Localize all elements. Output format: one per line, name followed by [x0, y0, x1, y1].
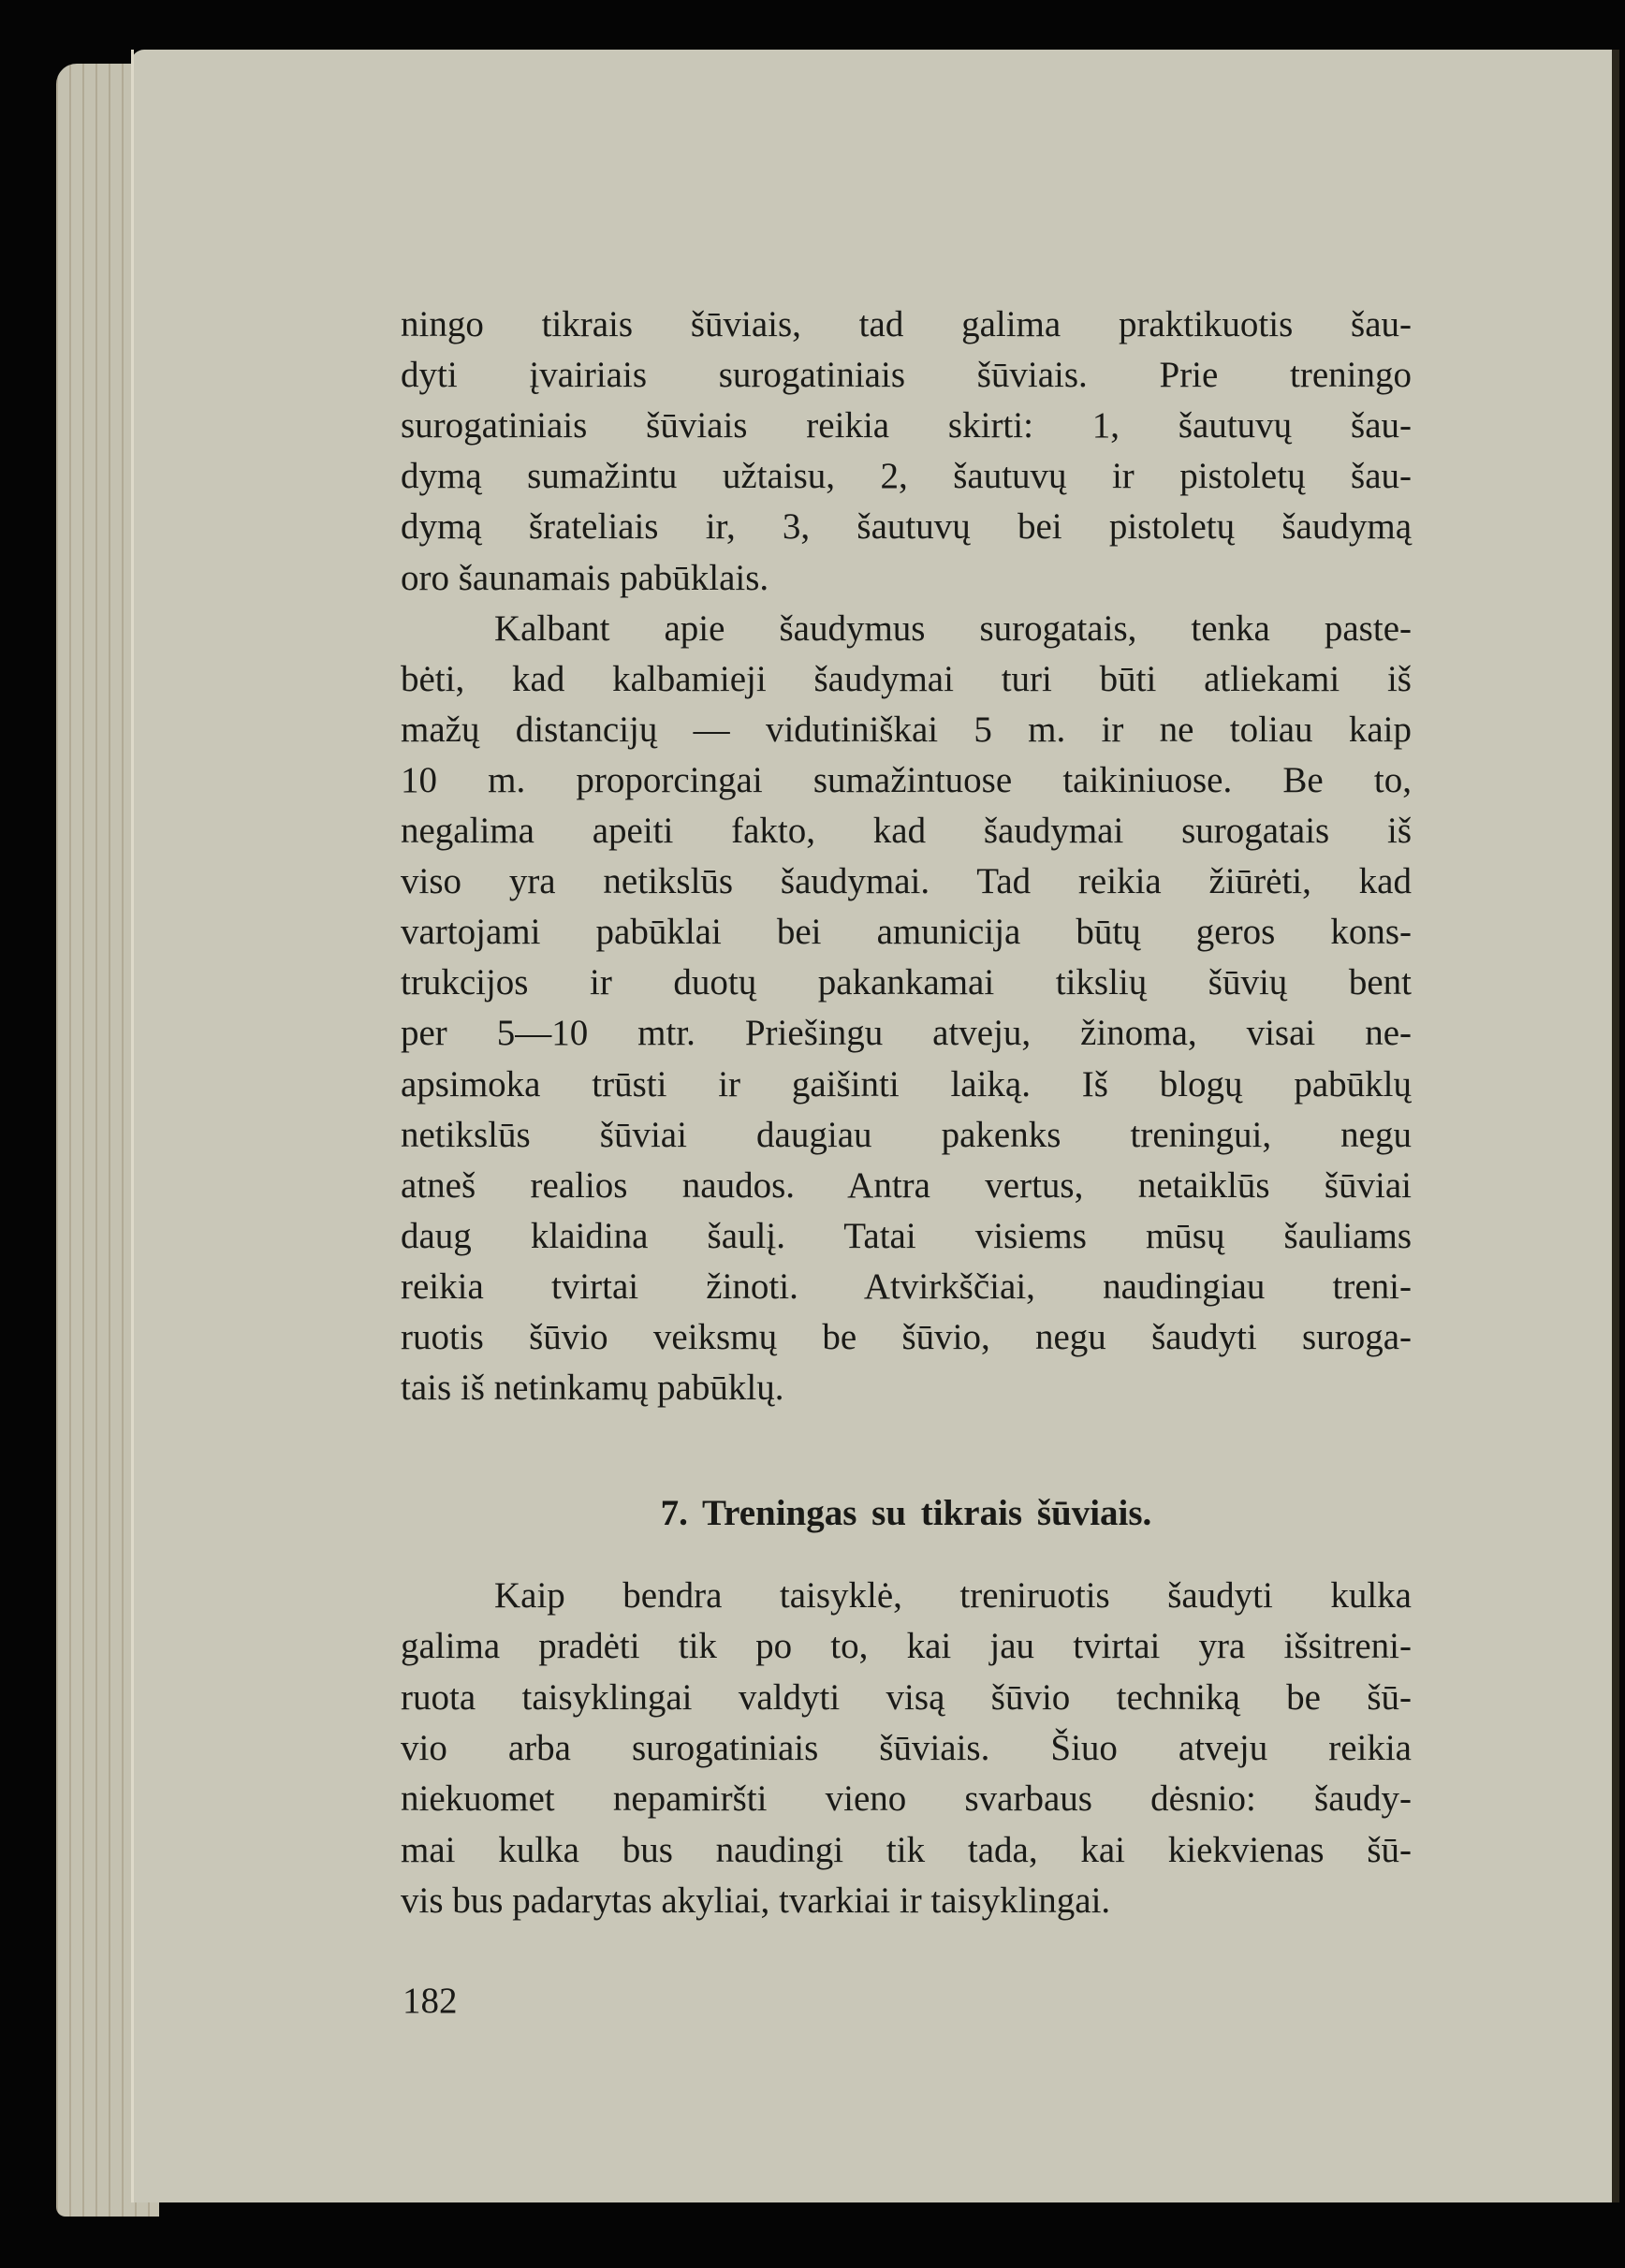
text-line: vio arba surogatiniais šūviais. Šiuo atveju reikia [401, 1727, 1412, 1768]
text-line: negalima apeiti fakto, kad šaudymai surogatais iš [401, 811, 1412, 851]
page-fold [131, 50, 148, 2202]
text-line: daug klaidina šaulį. Tatai visiems mūsų šauliams [401, 1215, 1412, 1256]
text-line: apsimoka trūsti ir gaišinti laiką. Iš blogų pabūklų [401, 1063, 1412, 1105]
text-line: vartojami pabūklai bei amunicija būtų geros kons- [401, 912, 1412, 953]
text-line: trukcijos ir duotų pakankamai tikslių šūvių bent [401, 962, 1412, 1003]
text-line: ruotis šūvio veiksmų be šūvio, negu šaudyti suroga- [401, 1317, 1412, 1357]
text-line: viso yra netikslūs šaudymai. Tad reikia žiūrėti, kad [401, 861, 1412, 902]
text-line: dyti įvairiais surogatiniais šūviais. Prie treningo [401, 355, 1412, 396]
text-line: tais iš netinkamų pabūklų. [401, 1368, 784, 1409]
binding-edge [1612, 50, 1619, 2202]
text-line: bėti, kad kalbamieji šaudymai turi būti atliekami iš [401, 658, 1412, 699]
text-line: dymą šrateliais ir, 3, šautuvų bei pistoletų šaudymą [401, 506, 1412, 548]
text-line: oro šaunamais pabūklais. [401, 557, 769, 598]
text-line: Kalbant apie šaudymus surogatais, tenka paste- [494, 607, 1412, 649]
page-number: 182 [403, 1981, 458, 2021]
text-line: dymą sumažintu užtaisu, 2, šautuvų ir pistoletų šau- [401, 456, 1412, 497]
text-line: vis bus padarytas akyliai, tvarkiai ir taisyklingai. [401, 1880, 1111, 1921]
text-line: netikslūs šūviai daugiau pakenks treningui, negu [401, 1114, 1412, 1155]
text-line: mažų distancijų — vidutiniškai 5 m. ir ne toliau kaip [401, 709, 1412, 750]
text-line: reikia tvirtai žinoti. Atvirkščiai, naudingiau treni- [401, 1266, 1412, 1307]
text-line: ruota taisyklingai valdyti visą šūvio techniką be šū- [401, 1676, 1412, 1718]
text-line: atneš realios naudos. Antra vertus, netaiklūs šūviai [401, 1164, 1412, 1206]
text-line: Kaip bendra taisyklė, treniruotis šaudyti kulka [494, 1575, 1412, 1616]
text-line: per 5—10 mtr. Priešingu atveju, žinoma, visai ne- [401, 1013, 1412, 1054]
text-line: mai kulka bus naudingi tik tada, kai kiekvienas šū- [401, 1829, 1412, 1870]
text-line: 10 m. proporcingai sumažintuose taikiniuose. Be to, [401, 759, 1412, 800]
text-line: galima pradėti tik po to, kai jau tvirtai yra išsitreni- [401, 1626, 1412, 1667]
section-heading: 7. Treningas su tikrais šūviais. [660, 1493, 1152, 1533]
text-line: surogatiniais šūviais reikia skirti: 1, šautuvų šau- [401, 405, 1412, 446]
text-line: ningo tikrais šūviais, tad galima praktikuotis šau- [401, 304, 1412, 344]
text-line: niekuomet nepamiršti vieno svarbaus dėsnio: šaudy- [401, 1778, 1412, 1820]
